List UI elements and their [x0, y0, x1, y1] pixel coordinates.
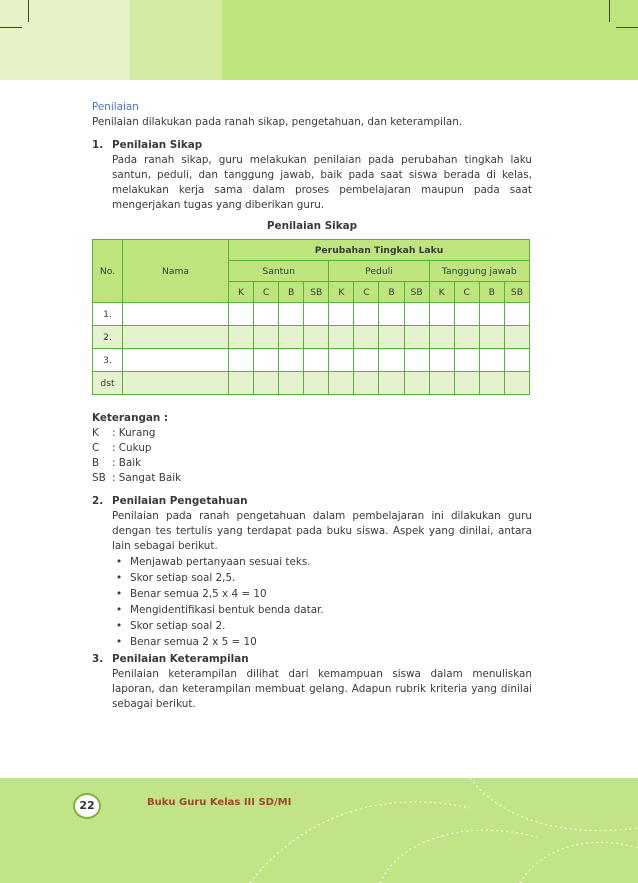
section2-title: Penilaian Pengetahuan	[112, 495, 248, 507]
group-peduli: Peduli	[329, 261, 429, 282]
intro-text: Penilaian dilakukan pada ranah sikap, pengetahuan, dan keterampilan.	[92, 116, 463, 128]
page-number: 22	[73, 793, 101, 819]
name-cell	[123, 326, 229, 349]
subcol-b: B	[479, 282, 504, 303]
subcol-sb: SB	[504, 282, 529, 303]
group-header: Perubahan Tingkah Laku	[229, 240, 530, 261]
subcol-k: K	[429, 282, 454, 303]
col-header-nama: Nama	[123, 240, 229, 303]
legend-desc: : Baik	[112, 457, 142, 469]
table-row	[93, 303, 530, 326]
legend-item	[92, 456, 532, 471]
crop-mark	[609, 0, 610, 22]
list-item: • Skor setiap soal 2,5.	[116, 571, 532, 586]
legend-desc: : Cukup	[112, 442, 152, 454]
legend-item	[92, 426, 532, 441]
section2-body: Penilaian pada ranah pengetahuan dalam pembelajaran ini dilakukan guru dengan tes tertulis yang terdapat pada buku siswa. Aspek yang dinilai, antara lain sebagai berikut.	[112, 510, 532, 552]
legend-item	[92, 471, 532, 486]
table-title: Penilaian Sikap	[266, 220, 358, 232]
subcol-sb: SB	[404, 282, 429, 303]
section3-title: Penilaian Keterampilan	[112, 653, 249, 665]
heading: Penilaian	[92, 101, 139, 113]
row-number: 3.	[93, 349, 123, 372]
section3-heading	[92, 652, 532, 667]
crop-mark	[28, 0, 29, 22]
subcol-c: C	[354, 282, 379, 303]
legend-code: B	[92, 457, 100, 469]
section3-number: 3.	[92, 653, 104, 665]
legend-item	[92, 441, 532, 456]
section1-body: Pada ranah sikap, guru melakukan penilaian pada perubahan tingkah laku santun, peduli, dan tanggung jawab, baik pada saat siswa berada di kelas, melakukan kerja sama dalam proses pembelajaran maupun pada saat mengerjakan tugas yang diberikan guru.	[112, 154, 532, 211]
header-band-mid	[130, 0, 222, 80]
legend-code: C	[92, 442, 100, 454]
row-number: 1.	[93, 303, 123, 326]
subcol-c: C	[254, 282, 279, 303]
name-cell	[123, 349, 229, 372]
group-santun: Santun	[229, 261, 329, 282]
legend-code: K	[92, 427, 99, 439]
legend-desc: : Kurang	[112, 427, 156, 439]
subcol-k: K	[329, 282, 354, 303]
row-number: 2.	[93, 326, 123, 349]
section2-bullet-list	[92, 555, 532, 650]
table-row	[93, 372, 530, 395]
subcol-b: B	[379, 282, 404, 303]
page-content	[92, 100, 532, 712]
section1-number: 1.	[92, 139, 104, 151]
list-item: • Benar semua 2 x 5 = 10	[116, 635, 532, 650]
subcol-sb: SB	[304, 282, 329, 303]
name-cell	[123, 303, 229, 326]
list-item: • Skor setiap soal 2.	[116, 619, 532, 634]
list-item: • Mengidentifikasi bentuk benda datar.	[116, 603, 532, 618]
list-item: • Menjawab pertanyaan sesuai teks.	[116, 555, 532, 570]
keterangan-title: Keterangan :	[92, 412, 169, 424]
section3-body: Penilaian keterampilan dilihat dari kemampuan siswa dalam menuliskan laporan, dan keterampilan membuat gelang. Adapun rubrik kriteria yang dinilai sebagai berikut.	[112, 668, 532, 710]
subcol-c: C	[454, 282, 479, 303]
section1-title: Penilaian Sikap	[112, 139, 203, 151]
attitude-assessment-table	[92, 239, 530, 395]
crop-mark	[0, 27, 22, 28]
legend-code: SB	[92, 472, 106, 484]
header-band-dark	[222, 0, 638, 80]
table-row	[93, 326, 530, 349]
group-tanggung-jawab: Tanggung jawab	[429, 261, 529, 282]
section2-number: 2.	[92, 495, 104, 507]
decorative-leaf-pattern	[0, 778, 638, 883]
list-item: • Benar semua 2,5 x 4 = 10	[116, 587, 532, 602]
subcol-b: B	[279, 282, 304, 303]
book-title: Buku Guru Kelas III SD/MI	[147, 797, 292, 808]
crop-mark	[616, 27, 638, 28]
section1-heading	[92, 138, 532, 153]
keterangan-block	[92, 411, 532, 486]
legend-desc: : Sangat Baik	[112, 472, 182, 484]
name-cell	[123, 372, 229, 395]
col-header-no: No.	[93, 240, 123, 303]
table-row	[93, 349, 530, 372]
row-number: dst	[93, 372, 123, 395]
header-band-light	[0, 0, 130, 80]
section2-heading	[92, 494, 532, 509]
subcol-k: K	[229, 282, 254, 303]
footer-band	[0, 778, 638, 883]
